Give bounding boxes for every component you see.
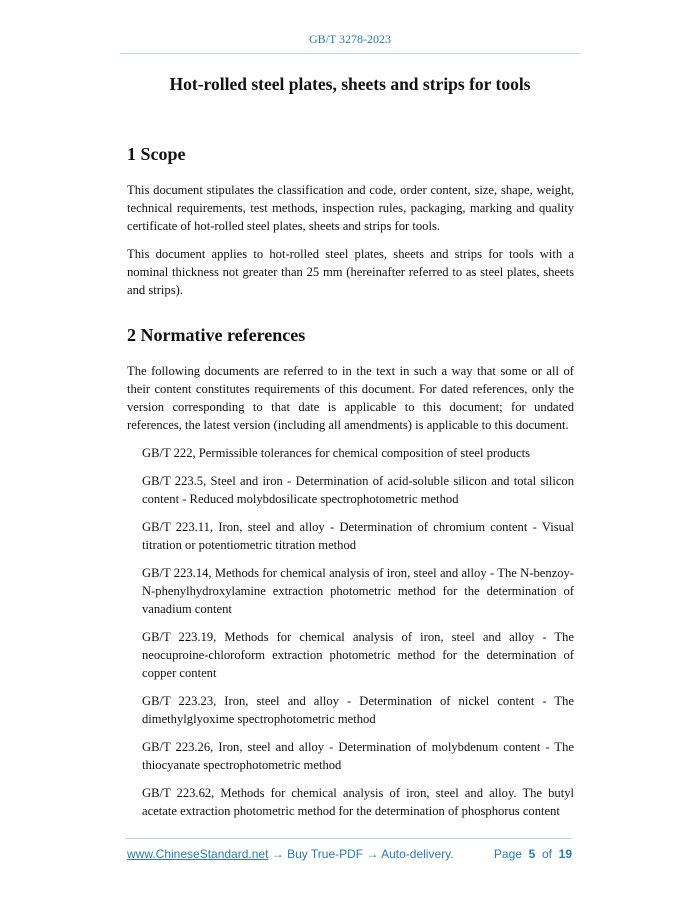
page-footer: [127, 847, 572, 861]
page-current: 5: [528, 847, 536, 861]
reference-item: GB/T 223.26, Iron, steel and alloy - Determination of molybdenum content - The thiocyanate spectrophotometric method: [142, 740, 574, 772]
reference-item: GB/T 223.62, Methods for chemical analysis of iron, steel and alloy. The butyl acetate extraction photometric method for the determination of phosphorus content: [142, 786, 574, 818]
reference-item: GB/T 223.14, Methods for chemical analysis of iron, steel and alloy - The N-benzoy-N-phenylhydroxylamine extraction photometric method for the determination of vanadium content: [142, 566, 574, 616]
page-label: Page: [493, 847, 522, 861]
page-indicator: [494, 847, 572, 861]
page-total: 19: [558, 847, 572, 861]
paragraph: The following documents are referred to in the text in such a way that some or all of their content constitutes requirements of this document. For dated references, only the version corresponding to that date is applicable to this document; for undated references, the latest version (including all amendments) is applicable to this document.: [127, 364, 574, 432]
reference-item: GB/T 223.11, Iron, steel and alloy - Determination of chromium content - Visual titration or potentiometric titration method: [142, 520, 574, 552]
header-divider: [120, 53, 580, 54]
footer-divider: [125, 838, 572, 839]
reference-item: GB/T 223.23, Iron, steel and alloy - Determination of nickel content - The dimethylglyoxime spectrophotometric method: [142, 694, 574, 726]
document-body: [127, 142, 574, 830]
document-title: Hot-rolled steel plates, sheets and strips for tools: [169, 74, 531, 94]
paragraph: This document stipulates the classification and code, order content, size, shape, weight, technical requirements, test methods, inspection rules, packaging, marking and quality certificate of hot-rolled steel plates, sheets and strips for tools.: [127, 183, 574, 233]
page-of-label: of: [541, 847, 552, 861]
reference-item: GB/T 222, Permissible tolerances for chemical composition of steel products: [142, 446, 530, 460]
reference-item: GB/T 223.5, Steel and iron - Determination of acid-soluble silicon and total silicon content - Reduced molybdosilicate spectrophotometric method: [142, 474, 574, 506]
reference-item: GB/T 223.19, Methods for chemical analysis of iron, steel and alloy - The neocuproine-chloroform extraction photometric method for the determination of copper content: [142, 630, 574, 680]
section-heading: 1 Scope: [127, 144, 186, 164]
section-heading: 2 Normative references: [127, 325, 306, 345]
footer-tagline: → Buy True-PDF → Auto-delivery.: [268, 847, 454, 861]
paragraph: This document applies to hot-rolled steel plates, sheets and strips for tools with a nominal thickness not greater than 25 mm (hereinafter referred to as steel plates, sheets and strips).: [127, 247, 574, 297]
document-id-header: GB/T 3278-2023: [308, 32, 392, 46]
section-normative-references: [127, 323, 574, 820]
footer-promo: [127, 847, 454, 861]
section-scope: [127, 142, 574, 299]
website-link[interactable]: www.ChineseStandard.net: [127, 847, 269, 861]
